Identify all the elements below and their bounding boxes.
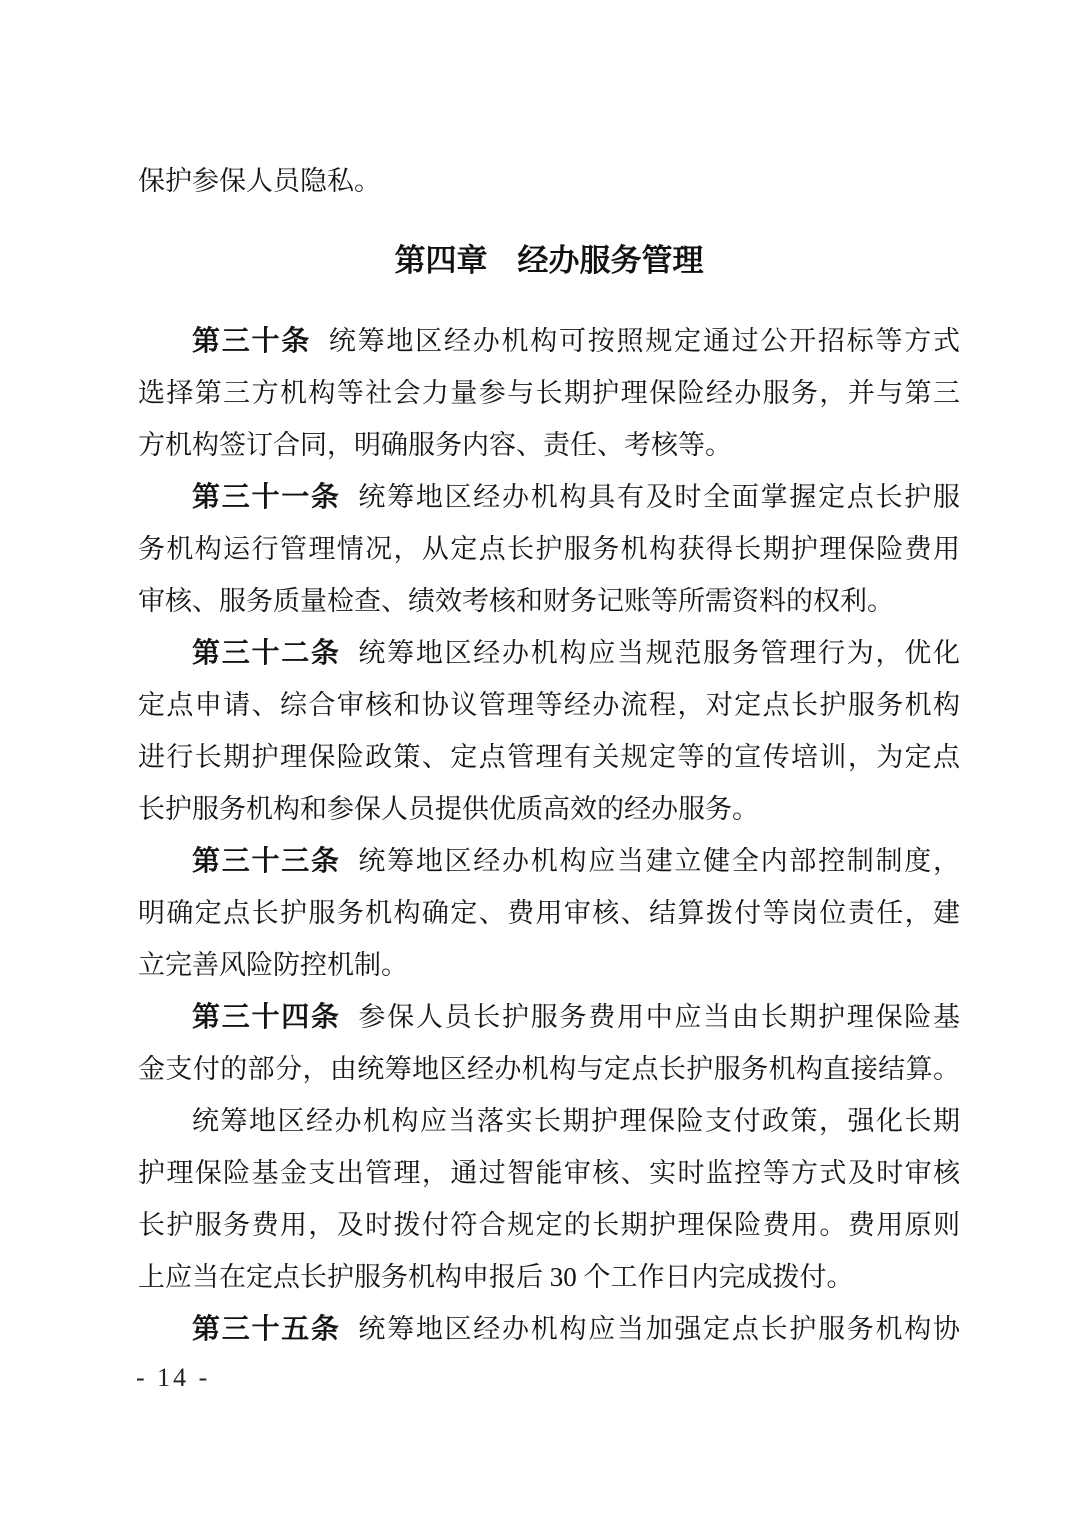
article-30-line-1: [138, 315, 960, 367]
article-32-line-1: [138, 627, 960, 679]
article-34-continuation: [138, 1095, 960, 1303]
article-text: 统筹地区经办机构应当建立健全内部控制制度，: [356, 846, 960, 876]
article-30: [138, 315, 960, 471]
article-30-line-3: 方机构签订合同，明确服务内容、责任、考核等。: [138, 430, 732, 460]
article-34b-line-4: 上应当在定点长护服务机构申报后 30 个工作日内完成拨付。: [138, 1262, 854, 1292]
article-text: 统筹地区经办机构可按照规定通过公开招标等方式: [327, 326, 960, 356]
article-number: 第三十一条: [192, 482, 341, 513]
chapter-heading: [138, 235, 960, 287]
continuation-line: 保护参保人员隐私。: [138, 166, 381, 196]
article-35: [138, 1303, 960, 1355]
article-34b-line-1: [138, 1095, 960, 1147]
article-31-line-3: 审核、服务质量检查、绩效考核和财务记账等所需资料的权利。: [138, 586, 894, 616]
article-31-line-1: [138, 471, 960, 523]
article-number: 第三十条: [192, 326, 312, 357]
article-33: [138, 835, 960, 991]
article-number: 第三十三条: [192, 846, 341, 877]
page-number: - 14 -: [136, 1363, 211, 1392]
chapter-label: 第四章: [394, 243, 488, 278]
article-33-line-1: [138, 835, 960, 887]
article-32: [138, 627, 960, 835]
article-34b-line-2: 护理保险基金支出管理，通过智能审核、实时监控等方式及时审核: [138, 1158, 960, 1188]
article-33-line-3: 立完善风险防控机制。: [138, 950, 408, 980]
article-number: 第三十四条: [192, 1002, 341, 1033]
article-31-line-2: 务机构运行管理情况，从定点长护服务机构获得长期护理保险费用: [138, 534, 960, 564]
article-number: 第三十二条: [192, 638, 341, 669]
article-text: 统筹地区经办机构具有及时全面掌握定点长护服: [356, 482, 960, 512]
article-34b-line-3: 长护服务费用，及时拨付符合规定的长期护理保险费用。费用原则: [138, 1210, 960, 1240]
article-34-line-1: [138, 991, 960, 1043]
article-number: 第三十五条: [192, 1314, 341, 1345]
article-34-line-2: 金支付的部分，由统筹地区经办机构与定点长护服务机构直接结算。: [138, 1054, 960, 1084]
article-32-line-4: 长护服务机构和参保人员提供优质高效的经办服务。: [138, 794, 759, 824]
article-31: [138, 471, 960, 627]
chapter-title: 经办服务管理: [517, 243, 704, 278]
article-text: 统筹地区经办机构应当规范服务管理行为，优化: [356, 638, 960, 668]
article-33-line-2: 明确定点长护服务机构确定、费用审核、结算拨付等岗位责任，建: [138, 898, 960, 928]
article-30-line-2: 选择第三方机构等社会力量参与长期护理保险经办服务，并与第三: [138, 378, 960, 408]
article-text: 参保人员长护服务费用中应当由长期护理保险基: [356, 1002, 960, 1032]
article-32-line-2: 定点申请、综合审核和协议管理等经办流程，对定点长护服务机构: [138, 690, 960, 720]
document-body: [138, 155, 960, 1355]
article-text: 统筹地区经办机构应当加强定点长护服务机构协: [356, 1314, 960, 1344]
article-34: [138, 991, 960, 1095]
article-32-line-3: 进行长期护理保险政策、定点管理有关规定等的宣传培训，为定点: [138, 742, 960, 772]
article-text: 统筹地区经办机构应当落实长期护理保险支付政策，强化长期: [192, 1106, 960, 1136]
article-35-line-1: [138, 1303, 960, 1355]
